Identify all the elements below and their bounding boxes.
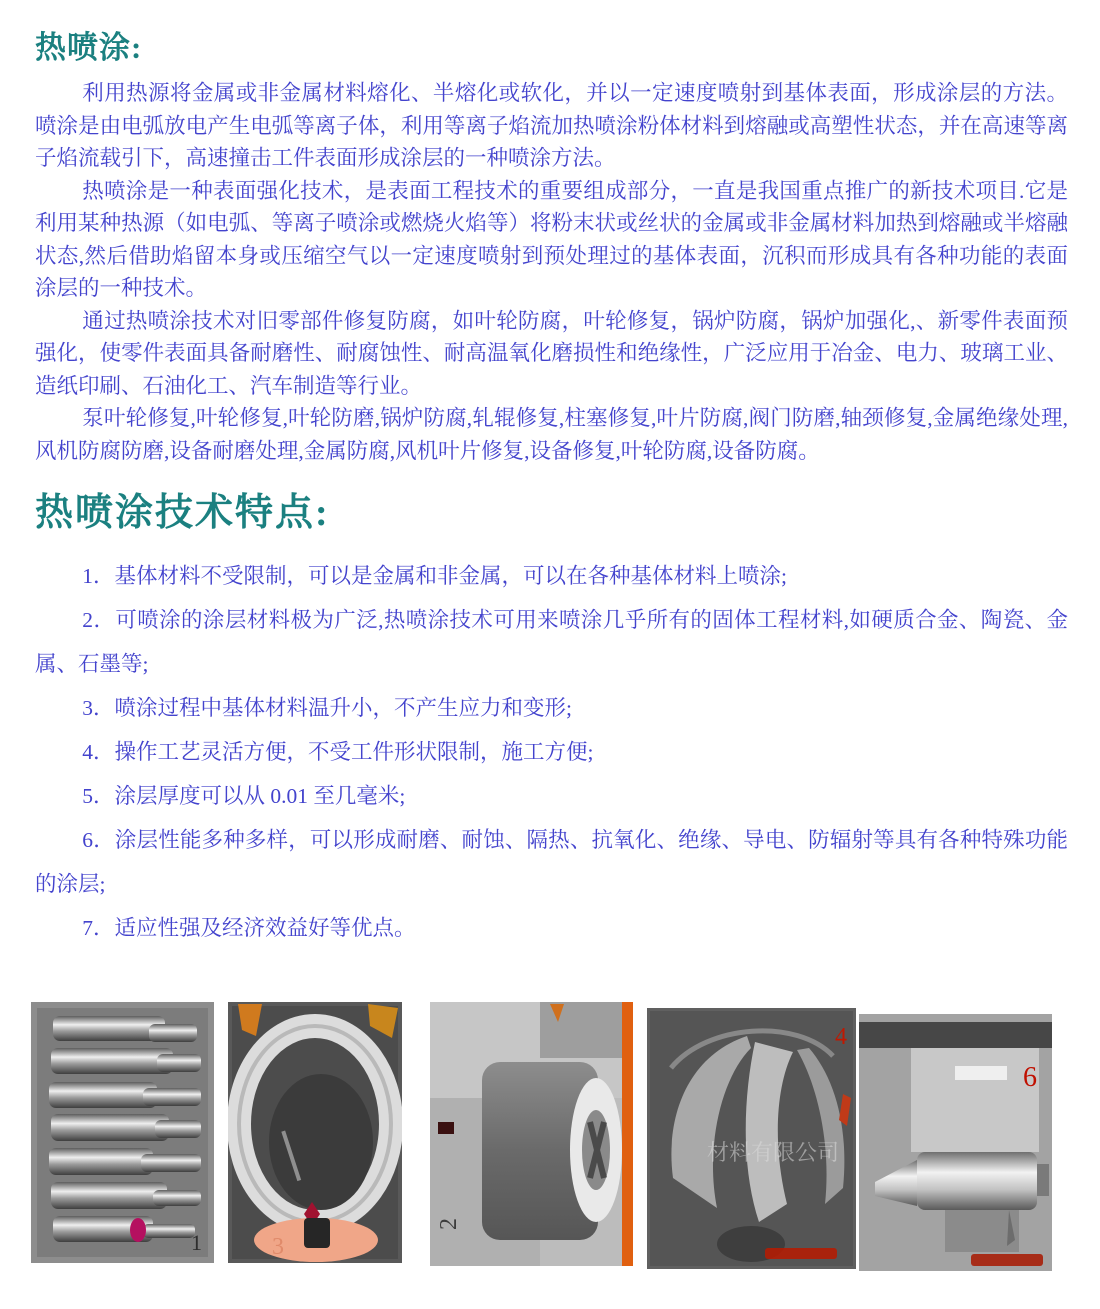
photo-number-label: 3 [272,1234,284,1260]
photo-white-ring-part [228,1002,402,1263]
photo-number-label: 6 [1023,1062,1037,1093]
feature-item-6: 6．涂层性能多种多样，可以形成耐磨、耐蚀、隔热、抗氧化、绝缘、导电、防辐射等具有各种特殊功能的涂层; [35,828,1068,896]
feature-item-5: 5．涂层厚度可以从 0.01 至几毫米; [82,784,406,808]
red-marker [130,1218,146,1242]
intro-paragraph-2: 热喷涂是一种表面强化技术，是表面工程技术的重要组成部分，一直是我国重点推广的新技术项目.它是利用某种热源（如电弧、等离子喷涂或燃烧火焰等）将粉末状或丝状的金属或非金属材料加热到熔融或半熔融状态,然后借助焰留本身或压缩空气以一定速度喷射到预处理过的基体表面，沉积而形成具有各种功能的表面涂层的一种技术。 [35,178,1068,300]
photo-number-label: 1 [191,1230,202,1255]
feature-item-7: 7．适应性强及经济效益好等优点。 [82,916,416,940]
photo-cylinder-flange [430,1002,633,1266]
feature-item-4: 4．操作工艺灵活方便，不受工件形状限制，施工方便; [82,740,594,764]
red-marker [438,1122,454,1134]
red-watermark [765,1248,837,1259]
intro-paragraph-1: 利用热源将金属或非金属材料熔化、半熔化或软化，并以一定速度喷射到基体表面，形成涂层的方法。喷涂是由电弧放电产生电弧等离子体，利用等离子焰流加热喷涂粉体材料到熔融或高塑性状态，并在高速等离子焰流载引下，高速撞击工件表面形成涂层的一种喷涂方法。 [35,81,1068,170]
photo-number-label: 2 [436,1218,462,1230]
feature-item-2: 2．可喷涂的涂层材料极为广泛,热喷涂技术可用来喷涂几乎所有的固体工程材料,如硬质合金、陶瓷、金属、石墨等; [35,608,1068,676]
feature-item-1: 1．基体材料不受限制，可以是金属和非金属，可以在各种基体材料上喷涂; [82,564,788,588]
intro-paragraph-4: 泵叶轮修复,叶轮修复,叶轮防磨,锅炉防腐,轧辊修复,柱塞修复,叶片防腐,阀门防磨,轴颈修复,金属绝缘处理,风机防腐防磨,设备耐磨处理,金属防腐,风机叶片修复,设备修复,叶轮防腐,设备防腐。 [35,406,1068,463]
intro-paragraph-3: 通过热喷涂技术对旧零部件修复防腐，如叶轮防腐，叶轮修复，锅炉防腐，锅炉加强化,、新零件表面预强化，使零件表面具备耐磨性、耐腐蚀性、耐高温氧化磨损性和绝缘性，广泛应用于冶金、电力、玻璃工业、造纸印刷、石油化工、汽车制造等行业。 [35,308,1068,398]
example-photo-strip [35,1002,1068,1271]
photo-metal-shafts [31,1002,214,1263]
feature-item-3: 3．喷涂过程中基体材料温升小，不产生应力和变形; [82,696,573,720]
orange-stripe [622,1002,633,1266]
red-watermark [971,1254,1043,1266]
photo-number-label: 4 [835,1024,847,1050]
section-title-features: 热喷涂技术特点: [35,492,330,534]
section-title-thermal-spray: 热喷涂: [35,30,143,65]
photo-shaft-on-machine [859,1014,1052,1271]
photo-impeller-blades [647,1008,856,1269]
watermark-text: 材料有限公司 [707,1140,840,1165]
